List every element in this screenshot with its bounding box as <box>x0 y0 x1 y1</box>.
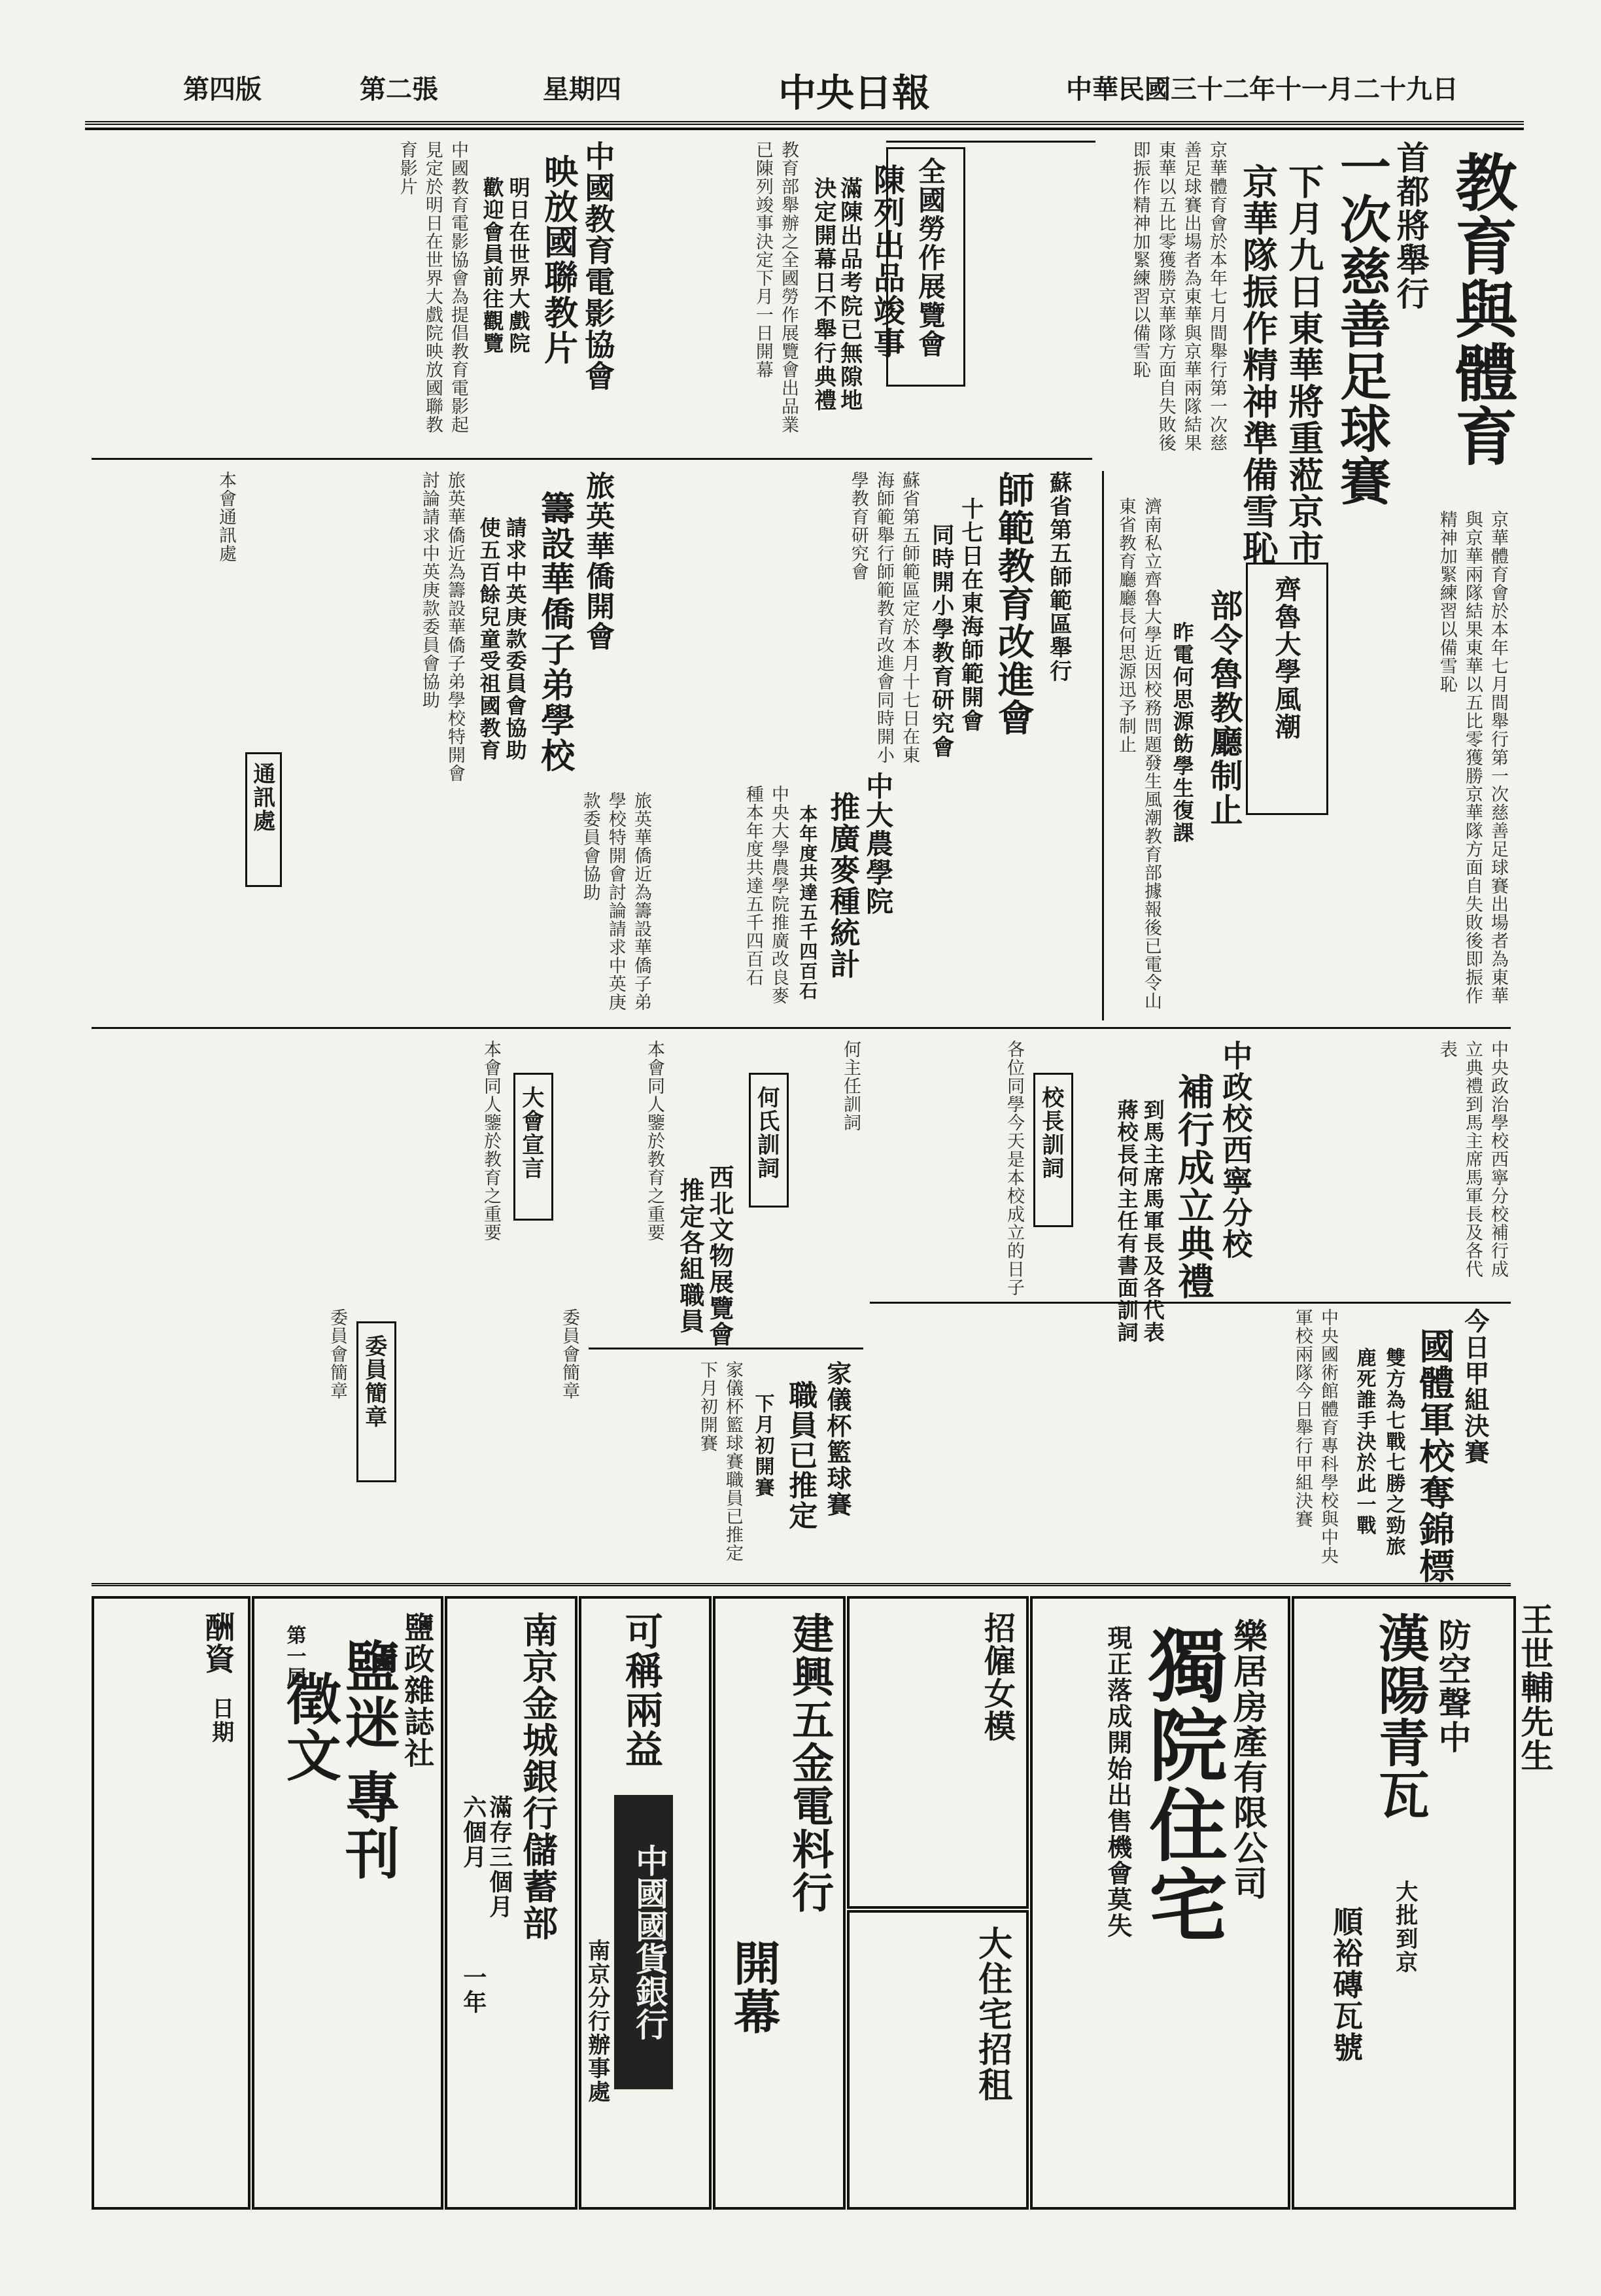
savings-title: 南京金城銀行儲蓄部 <box>517 1612 559 1941</box>
rule <box>92 458 1092 460</box>
a6-body: 旅英華僑近為籌設華僑子弟學校特開會討論請求中英庚款委員會協助 <box>419 471 465 782</box>
a9-sub2: 雙方為七戰七勝之勁旅 <box>1382 1348 1405 1557</box>
savings-sub1: 滿存三個月 <box>485 1795 513 1919</box>
rule <box>92 1027 1511 1029</box>
a6-body-cont: 旅英華僑近為籌設華僑子弟學校特開會討論請求中英庚款委員會協助 <box>579 791 651 1011</box>
a5-sub1: 映放國聯教片 <box>538 154 578 366</box>
journal-sub: 第一屆 <box>283 1625 306 1688</box>
ads-rule <box>92 1583 1511 1586</box>
hanyang-sub1: 大批到京 <box>1391 1880 1418 1974</box>
hardware-top: 建興五金電料行 <box>785 1612 835 1914</box>
rule <box>1102 471 1104 1020</box>
ad-rates <box>92 1596 250 2210</box>
a11-title: 家儀杯籃球賽 <box>822 1361 852 1518</box>
rent-title: 大住宅招租 <box>972 1926 1012 2102</box>
ad-hardware <box>713 1596 846 2210</box>
a8-sub3: 蔣校長何主任有書面訓詞 <box>1114 1099 1139 1344</box>
a16-body-cont: 委員會簡章 <box>327 1308 347 1400</box>
hanyang-title: 防空聲中 <box>1433 1618 1472 1754</box>
top-rule <box>85 128 1524 130</box>
rule <box>589 1348 863 1349</box>
a9-sub1: 國體軍校奪錦標 <box>1413 1328 1456 1584</box>
ad-model <box>847 1596 1029 1909</box>
a15-body: 本會通訊處 <box>216 471 236 563</box>
hardware-big: 開幕 <box>725 1939 782 2036</box>
masthead <box>85 62 1524 125</box>
hanyang-big: 漢陽青瓦 <box>1369 1612 1430 1821</box>
ad-rent <box>847 1910 1029 2210</box>
a5-sub2: 明日在世界大戲院 <box>506 177 531 355</box>
journal-top: 鹽政雜誌社 <box>400 1612 436 1769</box>
hanyang-sub2: 順裕磚瓦號 <box>1328 1906 1364 2063</box>
journal-big1: 鹽迷 <box>336 1638 402 1750</box>
a14-body: 何主任訓詞 <box>840 1040 861 1132</box>
a12-body: 各位同學今天是本校成立的日子 <box>1004 1040 1024 1296</box>
rule <box>870 1302 1511 1304</box>
a8-sub1: 補行成立典禮 <box>1171 1073 1215 1300</box>
a6-sub2: 請求中英庚款委員會協助 <box>502 517 528 761</box>
a3-sub2: 昨電何思源飭學生復課 <box>1169 621 1195 844</box>
a3-title: 齊魯大學風潮 <box>1271 576 1301 740</box>
a2-body: 教育部舉辦之全國勞作展覽會出品業已陳列竣事決定下月一日開幕 <box>752 141 799 434</box>
masthead-weekday: 星期四 <box>543 74 621 105</box>
a16-title: 委員簡章 <box>360 1334 387 1429</box>
residence-big: 獨院住宅 <box>1136 1625 1228 1944</box>
ad-hanyang-tile <box>1292 1596 1516 2210</box>
a4-sub2: 同時開小學教育研究會 <box>927 523 954 759</box>
wang-title: 王世輔先生 <box>1515 1603 1555 1773</box>
a16-body: 委員會簡章 <box>559 1308 579 1400</box>
a1-body: 京華體育會於本年七月間舉行第一次慈善足球賽出場者為東華與京華兩隊結果東華以五比零獲勝京華隊方面自失敗後即振作精神加緊練習以備雪恥 <box>1129 141 1227 452</box>
a9-body: 中央國術館體育專科學校與中央軍校兩隊今日舉行甲組決賽 <box>1292 1308 1338 1565</box>
bank-branch: 南京分行辦事處 <box>583 1939 610 2104</box>
a10-sub1: 推定各組職員 <box>675 1177 705 1334</box>
rule <box>886 141 1095 143</box>
a1-kicker: 首都將舉行 <box>1391 141 1430 311</box>
ad-journal <box>252 1596 443 2210</box>
residence-top: 樂居房產有限公司 <box>1227 1618 1267 1901</box>
a5-sub3: 歡迎會員前往觀覽 <box>479 177 505 355</box>
a1-sub2: 京華隊振作精神準備雪恥 <box>1237 164 1279 566</box>
model-title: 招僱女模 <box>978 1612 1016 1743</box>
a13-body-cont: 本會同人鑒於教育之重要 <box>481 1040 501 1242</box>
a11-sub2: 下月初開賽 <box>751 1393 774 1498</box>
ad-bank <box>579 1596 712 2210</box>
journal-big2: 專刊 <box>336 1769 402 1881</box>
a2-sub1: 陳列出品竣事 <box>868 164 905 360</box>
a4-kicker: 蘇省第五師範區舉行 <box>1045 471 1072 683</box>
a2-title: 全國勞作展覽會 <box>914 157 947 358</box>
a6-sub3: 使五百餘兒童受祖國教育 <box>476 517 502 761</box>
a7-sub1: 推廣麥種統計 <box>825 791 861 980</box>
masthead-date: 中華民國三十二年十一月二十九日 <box>1066 74 1458 105</box>
a9-sub3: 鹿死誰手決於此一戰 <box>1352 1348 1376 1536</box>
savings-sub2: 六個月 <box>459 1795 487 1870</box>
masthead-sheet: 第二張 <box>360 74 438 105</box>
a15-title: 通訊處 <box>249 762 275 833</box>
rates-title: 酬資 <box>200 1612 236 1675</box>
journal-big3: 徵文 <box>277 1671 343 1783</box>
a4-sub1: 十七日在東海師範開會 <box>957 497 984 733</box>
a3-body: 濟南私立齊魯大學近因校務問題發生風潮教育部據報後已電令山東省教育廳廳長何思源迅予制止 <box>1115 497 1162 1010</box>
a6-title: 旅英華僑開會 <box>581 471 615 652</box>
a8-sub2: 到馬主席馬軍長及各代表 <box>1140 1099 1165 1344</box>
column-title: 教育與體育 <box>1445 150 1518 468</box>
bank-name: 中國國貨銀行 <box>614 1795 673 2089</box>
savings-sub3: 一年 <box>459 1965 487 2015</box>
a5-title: 中國教育電影協會 <box>580 141 616 392</box>
a9-title: 今日甲組決賽 <box>1460 1308 1490 1465</box>
a2-sub2: 滿陳出品考院已無隙地 <box>836 177 863 412</box>
a4-body: 蘇省第五師範區定於本月十七日在東海師範舉行師範教育改進會同時開小學教育研究會 <box>848 471 920 764</box>
a13-title: 大會宣言 <box>517 1086 544 1180</box>
residence-sub: 現正落成開始出售機會莫失 <box>1103 1625 1133 1939</box>
a10-title: 西北文物展覽會 <box>704 1164 734 1348</box>
a11-sub1: 職員已推定 <box>783 1380 818 1531</box>
a8-body: 中央政治學校西寧分校補行成立典禮到馬主席馬軍長及各代表 <box>1436 1040 1508 1278</box>
a1-body-cont: 京華體育會於本年七月間舉行第一次慈善足球賽出場者為東華與京華兩隊結果東華以五比零獲勝京華隊方面自失敗後即振作精神加緊練習以備雪恥 <box>1436 510 1508 1005</box>
a12-title: 校長訓詞 <box>1037 1086 1064 1180</box>
rates-sub: 日期 <box>207 1697 234 1744</box>
a11-body: 家儀杯籃球賽職員已推定下月初開賽 <box>697 1361 743 1562</box>
ad-residence <box>1030 1596 1290 2210</box>
a14-title: 何氏訓詞 <box>753 1086 780 1180</box>
a3-sub1: 部令魯教廳制止 <box>1205 589 1244 827</box>
masthead-edition: 第四版 <box>183 74 262 105</box>
masthead-paper: 中央日報 <box>778 71 931 115</box>
a8-title: 中政校西寧分校 <box>1218 1040 1254 1260</box>
ad-savings <box>445 1596 577 2210</box>
a4-title: 師範教育改進會 <box>991 471 1035 737</box>
a6-sub1: 籌設華僑子弟學校 <box>534 491 575 773</box>
a5-body: 中國教育電影協會為提倡教育電影起見定於明日在世界大戲院映放國聯教育影片 <box>396 141 468 434</box>
a1-sub1: 下月九日東華將重蒞京市 <box>1283 164 1325 566</box>
bank-title: 可稱兩益 <box>618 1612 663 1769</box>
a1-title: 一次慈善足球賽 <box>1331 141 1391 507</box>
a7-sub2: 本年度共達五千四百石 <box>797 805 819 1001</box>
a13-body: 本會同人鑒於教育之重要 <box>644 1040 664 1242</box>
a7-body: 中央大學農學院推廣改良麥種本年度共達五千四百石 <box>742 785 789 1005</box>
a2-sub3: 決定開幕日不舉行典禮 <box>810 177 836 412</box>
a7-title: 中大農學院 <box>862 772 895 916</box>
